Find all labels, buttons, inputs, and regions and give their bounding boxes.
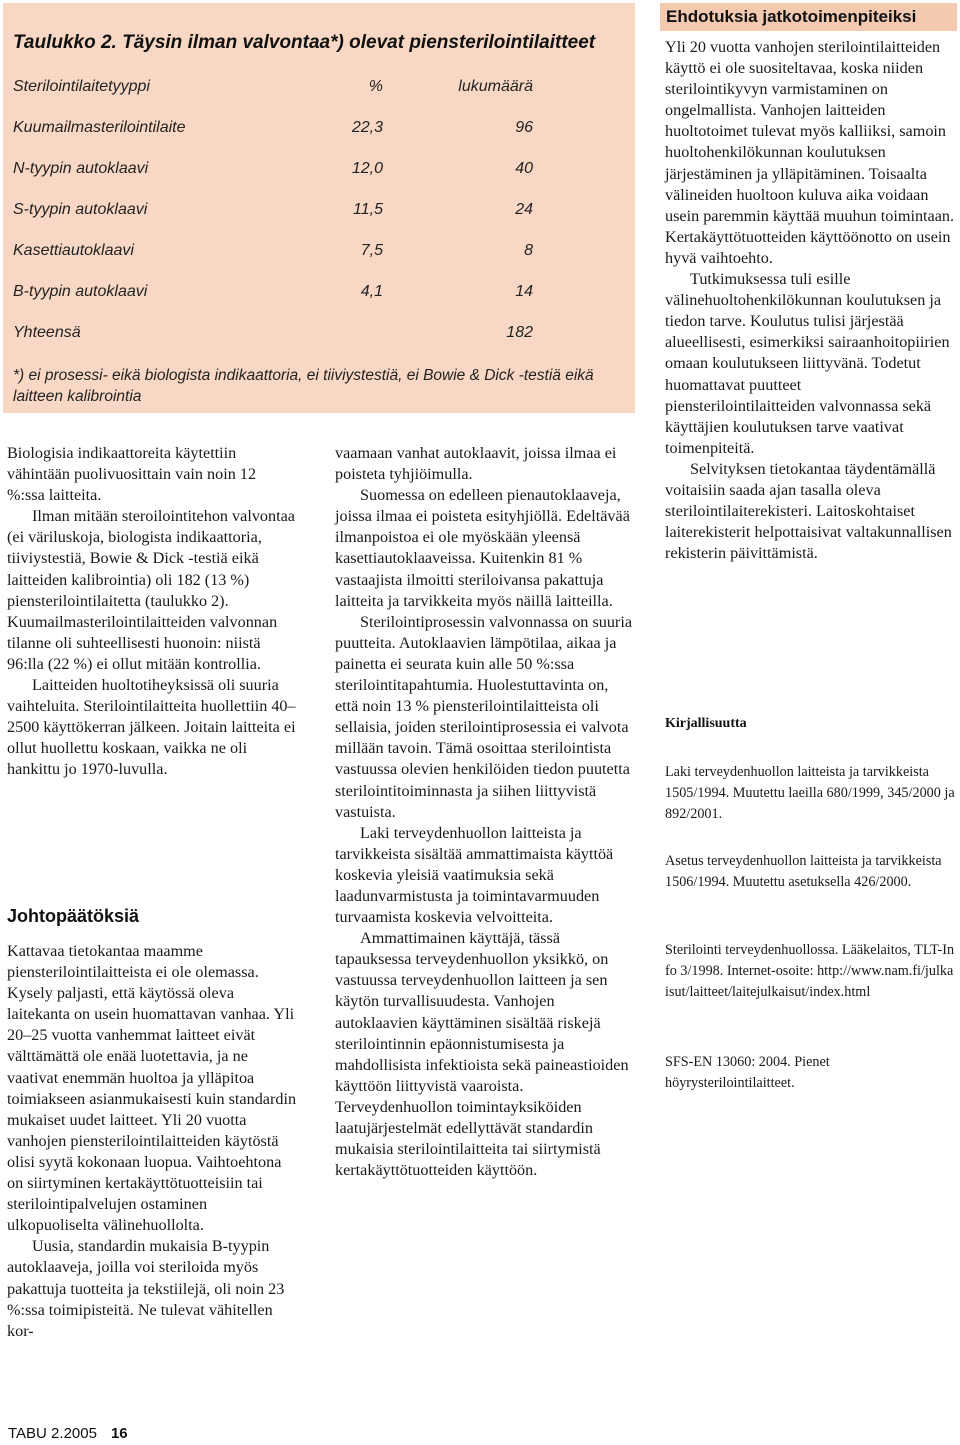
table-row: [13, 283, 533, 305]
sidebar-paragraph: Tutkimuksessa tuli esille välinehuoltohenkilökunnan koulutuksen ja tiedon tarve. Koulutus tulisi järjestää alueellisesti, esimerkiksi sairaanhoitopiirien omaan koulutukseen liittyvänä. Todetut huomattavat puutteet piensterilointilaitteiden valvonnassa sekä käyttäjien koulutuksen tarve vaativat toimenpiteitä.: [665, 270, 950, 457]
reference-item: SFS-EN 13060: 2004. Pienet höyrysterilointilaitteet.: [665, 1054, 830, 1091]
page-footer: [8, 1425, 128, 1442]
body-paragraph: Laitteiden huoltotiheyksissä oli suuria vaihteluita. Sterilointilaitteita huollettiin 40–2500 käyttökerran jälkeen. Joitain laitteita ei ollut huollettu koskaan, vaikka ne oli hankittu jo 1970-luvulla.: [7, 676, 296, 779]
table-total-count: 182: [506, 324, 533, 341]
body-paragraph: Uusia, standardin mukaisia B-tyypin autoklaaveja, joilla voi steriloida myös pakattuja tuotteita ja tekstiilejä, oli noin 23 %:ssa toimipisteitä. Ne tulevat vähitellen kor-: [7, 1237, 285, 1340]
table-header-percent: %: [368, 78, 383, 95]
table-cell-count: 24: [515, 201, 533, 218]
table-cell-percent: 22,3: [351, 119, 383, 136]
table-cell-type: S-tyypin autoklaavi: [13, 201, 148, 218]
issue-label: TABU 2.2005: [8, 1425, 97, 1442]
table-header-count: lukumäärä: [458, 78, 533, 95]
body-paragraph: Ammattimainen käyttäjä, tässä tapauksessa terveydenhuollon yksikkö, on vastuussa terveydenhuollon laitteen ja sen käytön turvallisuudesta. Vanhojen autoklaavien käyttäminen sisältää riskejä sterilointinnin epäonnistumisesta ja mahdollisista infektioista sekä paineastioiden käyttöön liittyvistä vaaroista. Terveydenhuollon toimintayksiköiden laatujärjestelmät edellyttävät standardin mukaisia sterilointilaitteita tai siirtymistä kertakäyttötuotteiden käyttöön.: [335, 929, 629, 1180]
table-footnote: *) ei prosessi- eikä biologista indikaattoria, ei tiiviystestiä, ei Bowie & Dick -testiä eikä laitteen kalibrointia: [13, 367, 594, 405]
sidebar-paragraph: Yli 20 vuotta vanhojen sterilointilaitteiden käyttö ei ole suositeltavaa, koska niiden sterilointikyvyn varmistaminen on ongelmallista. Vanhojen laitteiden huoltotoimet tulevat myös kalliiksi, samoin huoltohenkilökunnan koulutuksen järjestäminen ja ylläpitäminen. Toisaalta välineiden huoltoon kuluva aika voidaan usein paremmin käyttää muuhun toimintaan. Kertakäyttötuotteiden käyttöönotto on usein hyvä vaihtoehto.: [665, 38, 955, 267]
reference-item: Laki terveydenhuollon laitteista ja tarvikkeista 1505/1994. Muutettu laeilla 680/1999, 345/2000 ja 892/2001.: [665, 764, 955, 822]
sidebar-paragraph: Selvityksen tietokantaa täydentämällä voitaisiin saada ajan tasalla oleva sterilointilaiterekisteri. Laitoskohtaiset laiterekisterit helpottaisivat valtakunnallisen rekisterin päivittämistä.: [665, 459, 952, 563]
table-cell-count: 14: [515, 283, 533, 300]
table-header-row: [13, 78, 533, 100]
body-paragraph: vaamaan vanhat autoklaavit, joissa ilmaa ei poisteta tyhjiöimulla.: [335, 444, 617, 484]
body-paragraph: Kattavaa tietokantaa maamme piensterilointilaitteista ei ole olemassa. Kysely paljasti, että käytössä oleva laitekanta on usein huomattavan vanhaa. Yli 20–25 vuotta vanhemmat laitteet eivät välttämättä ole enää luotettavia, ja ne vaativat enemmän huoltoa ja ylläpitoa toimiakseen asianmukaisesti kuin standardin mukaiset uudet laitteet. Yli 20 vuotta vanhojen piensterilointilaitteiden käytöstä olisi syytä kokonaan luopua. Vaihtoehtona on siirtyminen kertakäyttötuotteisiin tai sterilointipalvelujen ostaminen ulkopuoliselta välinehuollolta.: [7, 942, 297, 1235]
body-paragraph: Biologisia indikaattoreita käytettiin vähintään puolivuosittain vain noin 12 %:ssa laitteita.: [7, 444, 257, 505]
table-row: [13, 242, 533, 264]
table-header-type: Sterilointilaitetyyppi: [13, 78, 150, 95]
table-cell-percent: 11,5: [353, 201, 383, 218]
table-row: [13, 160, 533, 182]
table-total-row: [13, 324, 533, 346]
reference-item: Asetus terveydenhuollon laitteista ja tarvikkeista 1506/1994. Muutettu asetuksella 426/2000.: [665, 853, 942, 890]
table-cell-percent: 7,5: [360, 242, 383, 259]
table-cell-count: 40: [515, 160, 533, 177]
body-paragraph: Laki terveydenhuollon laitteista ja tarvikkeista sisältää ammattimaista käyttöä koskevia yleisiä vaatimuksia sekä laadunvarmistusta ja toimintavarmuuden turvaamista koskevia velvoitteita.: [335, 823, 614, 927]
table-cell-type: Kuumailmasterilointilaite: [13, 119, 186, 136]
page-number: 16: [110, 1425, 128, 1442]
conclusions-heading: Johtopäätöksiä: [7, 906, 140, 926]
table-box: [3, 3, 635, 413]
middle-column: [335, 443, 635, 1181]
table-cell-type: N-tyypin autoklaavi: [13, 160, 149, 177]
table-row: [13, 119, 533, 141]
body-paragraph: Ilman mitään steroilointitehon valvontaa (ei väriluskoja, biologista indikaattoria, tiiviystestiä, Bowie & Dick -testiä eikä laitteiden kalibrointia) oli 182 (13 %) piensterilointilaitetta (taulukko 2). Kuumailmasterilointilaitteiden valvonnan tilanne oli suhteellisesti huonoin: niistä 96:lla (22 %) ei ollut mitään kontrollia.: [7, 507, 295, 673]
reference-item: Sterilointi terveydenhuollossa. Lääkelaitos, TLT-Info 3/1998. Internet-osoite: http://www.nam.fi/julkaisut/laitteet/laitejulkaisut/index.html: [665, 942, 955, 1000]
table-cell-type: Kasettiautoklaavi: [13, 242, 134, 259]
table-cell-percent: 12,0: [351, 160, 383, 177]
body-paragraph: Sterilointiprosessin valvonnassa on suuria puutteita. Autoklaavien lämpötilaa, aikaa ja painetta ei seurata kuin alle 50 %:ssa sterilointitapahtumia. Huolestuttavinta on, että noin 13 % piensterilointilaitteista oli sellaisia, joiden sterilointiprosessia ei valvota millään tavoin. Tämä osoittaa sterilointista vastuussa olevien henkilöiden tiedon puutetta sterilointitoiminnasta ja siihen liittyvistä vastuista.: [335, 612, 633, 821]
table-total-label: Yhteensä: [13, 324, 81, 341]
table-title: Taulukko 2. Täysin ilman valvontaa*) olevat piensterilointilaitteet: [13, 32, 596, 53]
left-column: [7, 443, 297, 781]
table-cell-count: 96: [515, 119, 533, 136]
sidebar-heading: Ehdotuksia jatkotoimenpiteiksi: [660, 3, 957, 31]
references-heading: Kirjallisuutta: [665, 716, 747, 731]
table-cell-type: B-tyypin autoklaavi: [13, 283, 148, 300]
table-row: [13, 201, 533, 223]
body-paragraph: Suomessa on edelleen pienautoklaaveja, joissa ilmaa ei poisteta esityhjiöllä. Edeltävää ilmanpoistoa ei ole myöskään yleensä kasettiautoklaaveissa. Kuitenkin 81 % vastaajista ilmoitti steriloivansa pakattuja laitteita ja tarvikkeita myös näillä laitteilla.: [335, 486, 630, 610]
table-cell-count: 8: [524, 242, 533, 259]
table-cell-percent: 4,1: [360, 283, 383, 300]
sidebar-column: [665, 37, 955, 564]
conclusions-section: [7, 941, 297, 1342]
